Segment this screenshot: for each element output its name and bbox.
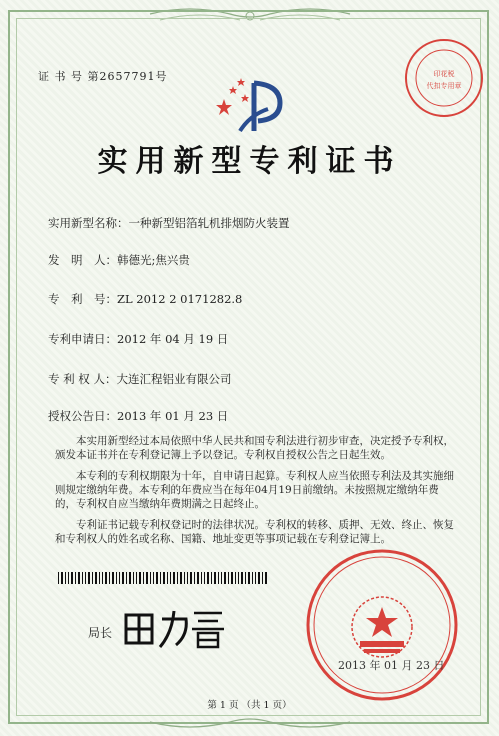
seal-date: 2013 年 01 月 23 日 — [338, 659, 445, 672]
field-grant-date — [48, 408, 228, 424]
svg-text:代扣专用章: 代扣专用章 — [426, 82, 462, 90]
body-paragraph: 本专利的专利权期限为十年，自申请日起算。专利权人应当依照专利法及其实施细则规定缴纳年费。本专利的年费应当在每年04月19日前缴纳。未按照规定缴纳年费的，专利权自应当缴纳年费期满之日起终止。 — [55, 470, 454, 510]
field-label: 专 利 权 人： — [48, 372, 117, 386]
field-application-date — [48, 331, 228, 347]
page-footer: 第 1 页 （共 1 页） — [207, 700, 292, 711]
field-label: 发 明 人： — [48, 253, 117, 267]
field-label: 授权公告日： — [48, 409, 117, 423]
official-seal — [302, 545, 462, 705]
body-paragraph: 本实用新型经过本局依照中华人民共和国专利法进行初步审查，决定授予专利权，颁发本证书并在专利登记簿上予以登记。专利权自授权公告之日起生效。 — [55, 435, 454, 461]
field-value: 韩德光;焦兴贵 — [117, 253, 190, 267]
director-signature — [118, 605, 228, 650]
field-utility-model-name — [48, 215, 290, 231]
field-value: 一种新型铝箔轧机排烟防火装置 — [128, 216, 290, 230]
field-label: 实用新型名称： — [48, 216, 129, 230]
field-patentee — [48, 371, 231, 387]
field-patent-number — [48, 291, 242, 307]
field-label: 专 利 号： — [48, 292, 117, 306]
patent-office-logo — [210, 75, 290, 135]
certificate-body — [55, 434, 455, 553]
field-value: ZL 2012 2 0171282.8 — [117, 292, 243, 306]
body-paragraph: 专利证书记载专利权登记时的法律状况。专利权的转移、质押、无效、终止、恢复和专利权人的姓名或名称、国籍、地址变更等事项记载在专利登记簿上。 — [55, 519, 454, 545]
corner-stamp-seal — [402, 36, 486, 120]
field-value: 2013 年 01 月 23 日 — [117, 409, 229, 423]
director-label: 局长 — [88, 626, 113, 640]
barcode — [58, 572, 268, 584]
field-value: 大连汇程铝业有限公司 — [116, 372, 232, 386]
field-value: 2012 年 04 月 19 日 — [117, 332, 229, 346]
field-label: 专利申请日： — [48, 332, 117, 346]
certificate-title: 实用新型专利证书 — [97, 144, 402, 179]
certificate-number: 证 书 号 第2657791号 — [38, 70, 168, 83]
field-inventors — [48, 252, 190, 268]
svg-text:印花税: 印花税 — [433, 70, 455, 78]
